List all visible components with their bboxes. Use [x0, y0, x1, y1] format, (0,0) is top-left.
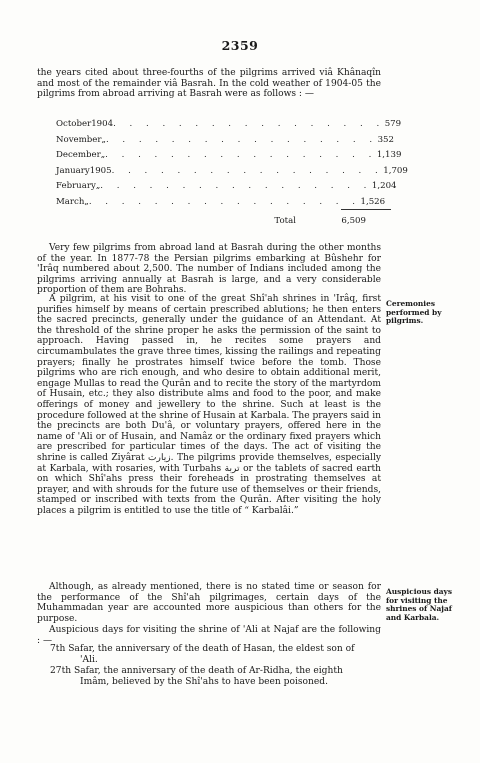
row-month: March: [56, 196, 85, 207]
row-count: 1,139: [376, 150, 402, 161]
auspicious-text: Although, as already mentioned, there is no stated time or season for the performance of the Shî'ah pilgrimages, certain days of the Muhammadan year are accounted more auspicious than others for the purpose.: [37, 582, 381, 624]
margin-note-ceremonies: Ceremonies performed by pilgrims.: [386, 299, 442, 326]
row-count: 579: [384, 119, 402, 129]
page-number: 2359: [221, 38, 259, 53]
row-month: October: [56, 119, 92, 129]
ceremonies-text: A pilgrim, at his visit to one of the great Shî'ah shrines in 'Irâq, first purifies himself by means of certain prescribed ablutions; he then enters the sacred precincts, generally under the guidance of an Attendant. At the threshold of the shrine proper he asks the permission of the saint to approach. Having passed in, he recites some prayers and circumambulates the grave three times, kissing the railings and repeating prayers; finally he prostrates himself twice before the tomb. Those pilgrims who are rich enough, and who desire to obtain additional merit, engage Mullas to read the Qurân and to recite the story of the martyrdom of Husain, etc.; they also distribute alms and food to the poor, and make offerings of money and jewellery to the shrine. Such at least is the procedure followed at the shrine of Husain at Karbala. The prayers said in the precincts are both Du'â, or voluntary prayers, offered here in the name of 'Ali or of Husain, and Namâz or the ordinary fixed prayers which are prescribed for particular times of the days. The act of visiting the shrine is called Ziyârat زیارت. The pilgrims provide themselves, especially at Karbala, with rosaries, with Turbahs تربة or the tablets of sacred earth on which Shî'ahs press their foreheads in prostrating themselves at prayer, and with shrouds for the future use of themselves or their friends, stamped or inscribed with texts from the Qurân. After visiting the holy places a pilgrim is entitled to use the title of “ Karbalâi.”: [37, 294, 381, 516]
list-item-head: 7th Safar, the anniversary of the death of Hasan, the eldest son of: [50, 644, 355, 654]
dot-leader: . . . . . . . . . . . . . . . . .: [100, 181, 372, 192]
intro-paragraph: [37, 68, 381, 100]
table-row: [56, 117, 402, 133]
table-row: [56, 195, 386, 211]
row-qualifier: „: [95, 181, 101, 192]
total-row: [216, 214, 366, 230]
arrivals-rows: [56, 117, 408, 211]
row-qualifier: „: [84, 196, 89, 207]
arrivals-table: [56, 117, 408, 226]
total-rule: [341, 209, 391, 210]
table-row: [56, 148, 402, 164]
indian-pilgrims-paragraph: [37, 243, 381, 296]
row-qualifier: „: [101, 134, 106, 145]
row-count: 1,204: [371, 181, 397, 192]
row-qualifier: „: [100, 150, 106, 161]
list-item: [50, 644, 381, 665]
auspicious-paragraph: [37, 582, 381, 624]
list-item: [50, 666, 381, 687]
list-item-cont: 'Ali.: [80, 654, 98, 665]
table-row: [56, 133, 394, 149]
dot-leader: . . . . . . . . . . . . . . . . .: [111, 165, 384, 176]
row-month: February: [56, 181, 96, 192]
najaf-days-paragraph: [37, 625, 381, 646]
indian-pilgrims-text: Very few pilgrims from abroad land at Basrah during the other months of the year. In 1877-78 the Persian pilgrims embarking at Bûshehr for 'Irâq numbered about 2,500. The number of Indians included among the pilgrims arriving annually at Basrah is large, and a very considerable proportion of them are Bohrahs.: [37, 243, 381, 296]
row-count: 352: [377, 134, 394, 145]
row-month: January: [56, 165, 90, 176]
list-item-cont: Imâm, believed by the Shî'ahs to have been poisoned.: [80, 676, 328, 687]
list-item-head: 27th Safar, the anniversary of the death of Ar-Ridha, the eighth: [50, 666, 343, 676]
row-month: November: [56, 134, 102, 145]
row-month: December: [56, 150, 101, 161]
dot-leader: . . . . . . . . . . . . . . . . .: [105, 134, 378, 145]
row-count: 1,709: [383, 165, 408, 176]
row-qualifier: 1904: [91, 119, 114, 129]
ceremonies-paragraph: [37, 294, 381, 516]
intro-text: the years cited about three-fourths of the pilgrims arrived viâ Khânaqîn and most of the remainder viâ Basrah. In the cold weather of 1904-05 the pilgrims from abroad arriving at Basrah were as follows : —: [37, 68, 381, 100]
row-count: 1,526: [360, 196, 386, 207]
dot-leader: . . . . . . . . . . . . . . . . .: [105, 150, 377, 161]
table-row: [56, 179, 397, 195]
dot-leader: . . . . . . . . . . . . . . . . .: [88, 196, 361, 207]
margin-note-auspicious: Auspicious days for visiting the shrines of Najaf and Karbala.: [386, 587, 452, 622]
total-value: 6,509: [341, 216, 366, 226]
total-label: Total: [274, 216, 296, 226]
najaf-days-text: Auspicious days for visiting the shrine of 'Ali at Najaf are the following : —: [37, 625, 381, 646]
table-row: [56, 164, 408, 180]
dot-leader: . . . . . . . . . . . . . . . . .: [113, 119, 385, 129]
row-qualifier: 1905: [89, 165, 112, 176]
